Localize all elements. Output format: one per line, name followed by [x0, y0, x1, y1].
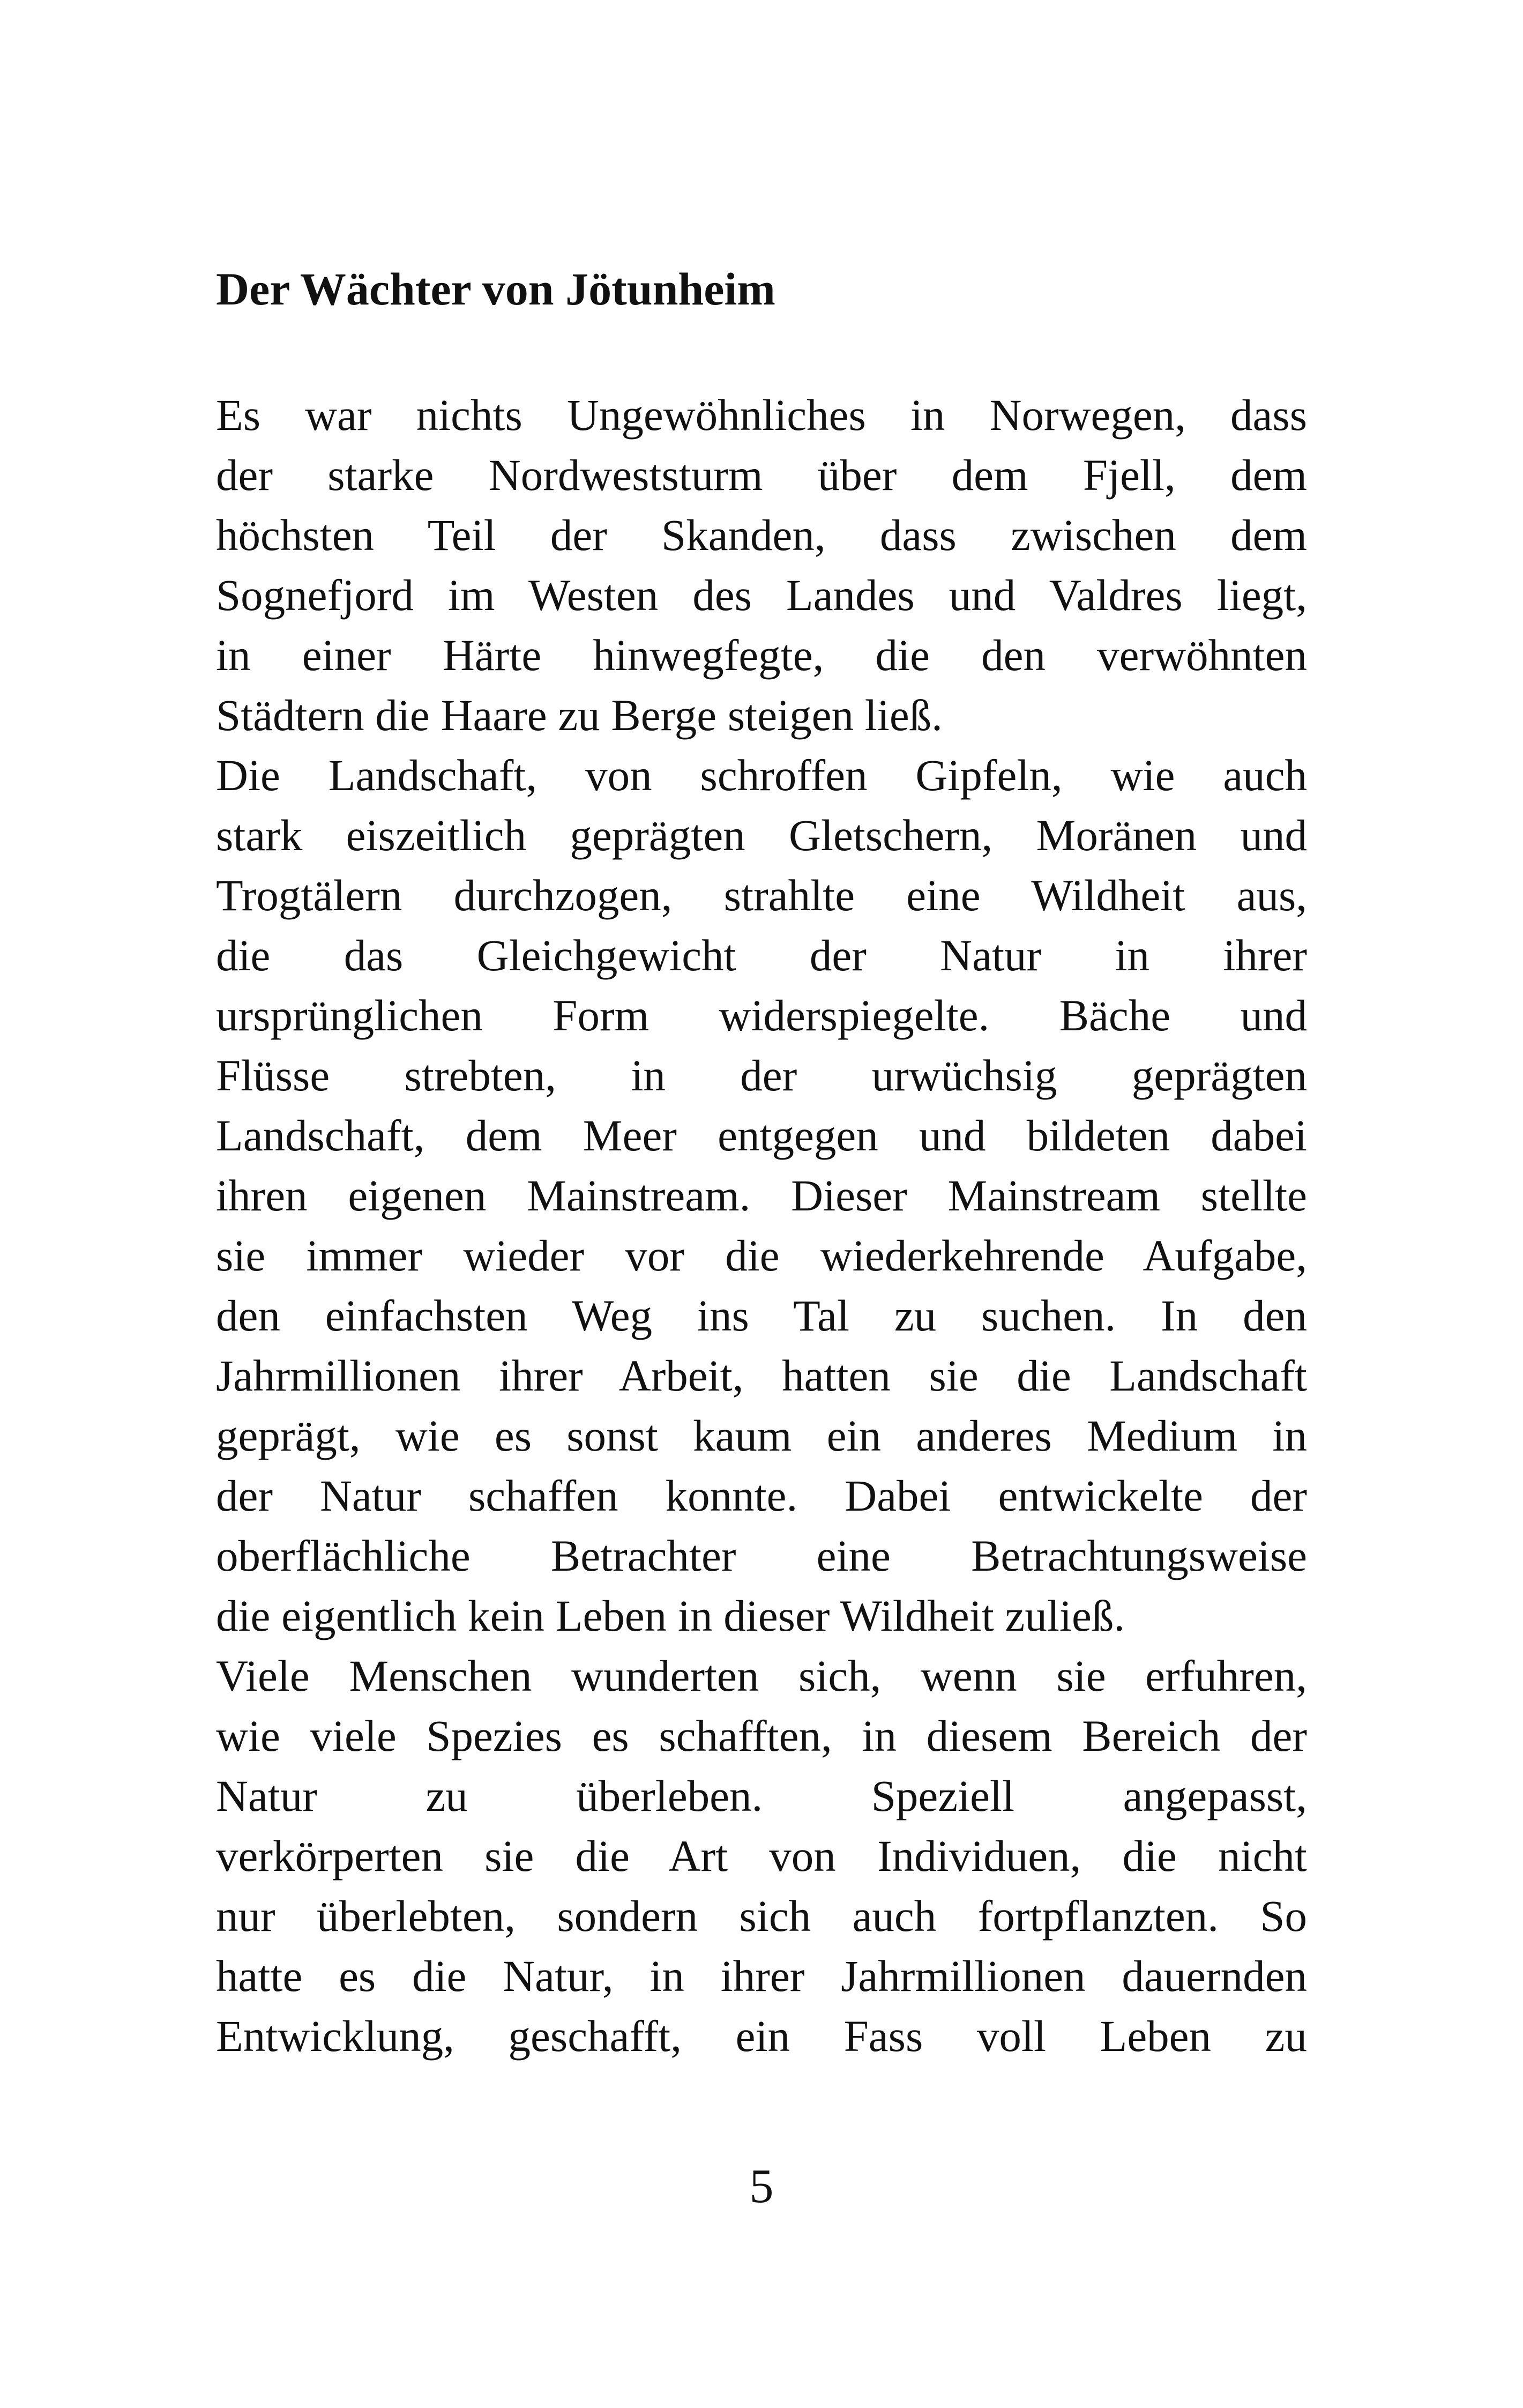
text-line: die das Gleichgewicht der Natur in ihrer — [216, 931, 1307, 980]
text-line: verkörperten sie die Art von Individuen, die nicht — [216, 1831, 1307, 1881]
text-line: hatte es die Natur, in ihrer Jahrmillionen dauernden — [216, 1951, 1307, 2001]
text-line: oberflächliche Betrachter eine Betrachtungsweise — [216, 1531, 1307, 1580]
text-line: Die Landschaft, von schroffen Gipfeln, wie auch — [216, 750, 1307, 800]
text-line: ihren eigenen Mainstream. Dieser Mainstream stellte — [216, 1171, 1307, 1220]
text-line: Städtern die Haare zu Berge steigen ließ. — [216, 690, 943, 740]
text-line: die eigentlich kein Leben in dieser Wildheit zuließ. — [216, 1591, 1125, 1640]
text-line: Landschaft, dem Meer entgegen und bildeten dabei — [216, 1111, 1307, 1160]
text-line: den einfachsten Weg ins Tal zu suchen. In den — [216, 1291, 1307, 1340]
text-line: sie immer wieder vor die wiederkehrende Aufgabe, — [216, 1231, 1307, 1280]
text-line: der starke Nordweststurm über dem Fjell, dem — [216, 450, 1307, 500]
text-line: in einer Härte hinwegfegte, die den verwöhnten — [216, 630, 1307, 680]
page-title: Der Wächter von Jötunheim — [216, 263, 775, 315]
text-line: Sognefjord im Westen des Landes und Valdres liegt, — [216, 570, 1307, 620]
text-line: geprägt, wie es sonst kaum ein anderes Medium in — [216, 1411, 1307, 1460]
text-line: stark eiszeitlich geprägten Gletschern, Moränen und — [216, 811, 1307, 860]
text-line: Flüsse strebten, in der urwüchsig geprägten — [216, 1051, 1307, 1100]
text-line: Trogtälern durchzogen, strahlte eine Wildheit aus, — [216, 871, 1307, 920]
text-line: ursprünglichen Form widerspiegelte. Bäche und — [216, 991, 1307, 1040]
text-line: Jahrmillionen ihrer Arbeit, hatten sie die Landschaft — [216, 1351, 1307, 1400]
text-line: der Natur schaffen konnte. Dabei entwickelte der — [216, 1471, 1307, 1520]
text-line: Natur zu überleben. Speziell angepasst, — [216, 1771, 1307, 1820]
body-text — [216, 385, 1307, 2066]
text-line: nur überlebten, sondern sich auch fortpflanzten. So — [216, 1891, 1307, 1941]
text-line: Entwicklung, geschafft, ein Fass voll Leben zu — [216, 2011, 1307, 2061]
text-line: Viele Menschen wunderten sich, wenn sie erfuhren, — [216, 1651, 1307, 1700]
text-line: wie viele Spezies es schafften, in diesem Bereich der — [216, 1711, 1307, 1760]
text-line: höchsten Teil der Skanden, dass zwischen dem — [216, 510, 1307, 560]
text-line: Es war nichts Ungewöhnliches in Norwegen, dass — [216, 390, 1307, 440]
page-number: 5 — [749, 2160, 774, 2213]
